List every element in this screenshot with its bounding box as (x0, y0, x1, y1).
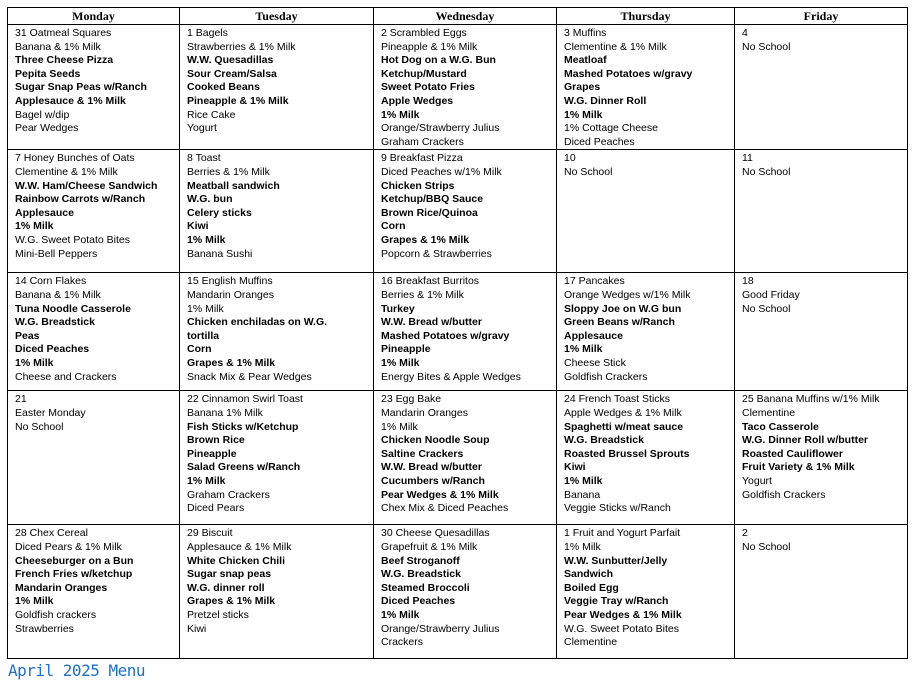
menu-item: Diced Peaches (564, 135, 635, 148)
menu-item: Good Friday (742, 288, 800, 301)
menu-item: Grapes & 1% Milk (187, 356, 276, 369)
menu-item: Mashed Potatoes w/gravy (564, 67, 693, 80)
menu-item: Steamed Broccoli (381, 581, 470, 594)
menu-item: Roasted Brussel Sprouts (564, 447, 690, 460)
menu-item: 25 Banana Muffins w/1% Milk (742, 393, 880, 406)
menu-item: 21 (15, 393, 27, 406)
menu-item: Pear Wedges & 1% Milk (564, 608, 682, 621)
day-cell (8, 273, 180, 391)
menu-item: Mandarin Oranges (187, 288, 274, 301)
menu-item: Mandarin Oranges (15, 581, 108, 594)
menu-item: Ketchup/Mustard (381, 67, 467, 80)
menu-item: W.W. Sunbutter/Jelly (564, 554, 668, 567)
menu-item: Chicken enchiladas on W.G. (187, 316, 328, 329)
menu-item: 1% Cottage Cheese (564, 122, 658, 135)
menu-item: Goldfish Crackers (742, 488, 826, 501)
menu-item: Applesauce (15, 206, 74, 219)
day-cell (180, 25, 374, 150)
menu-item: Banana & 1% Milk (15, 288, 101, 301)
menu-item: 1% Milk (564, 343, 603, 356)
menu-item: Banana 1% Milk (187, 406, 263, 419)
menu-item: 1% Milk (381, 108, 420, 121)
menu-item: Applesauce & 1% Milk (15, 94, 126, 107)
menu-item: Popcorn & Strawberries (381, 247, 492, 260)
menu-item: Orange Wedges w/1% Milk (564, 288, 691, 301)
menu-item: Strawberries (15, 622, 74, 635)
menu-item: 1% Milk (564, 540, 601, 553)
day-cell (8, 525, 180, 659)
menu-item: 18 (742, 275, 754, 288)
menu-item: 23 Egg Bake (381, 393, 442, 406)
day-cell (374, 273, 557, 391)
day-cell (557, 525, 735, 659)
menu-item: Saltine Crackers (381, 447, 464, 460)
menu-item: Green Beans w/Ranch (564, 316, 675, 329)
menu-item: Ketchup/BBQ Sauce (381, 193, 484, 206)
menu-item: Diced Peaches (381, 595, 456, 608)
day-header-monday: Monday (8, 8, 180, 25)
menu-item: W.G. bun (187, 193, 233, 206)
menu-item: Sour Cream/Salsa (187, 67, 277, 80)
day-cell (735, 273, 908, 391)
menu-item: Chicken Strips (381, 179, 455, 192)
day-cell (8, 25, 180, 150)
menu-item: Goldfish Crackers (564, 370, 648, 383)
menu-item: Cooked Beans (187, 81, 260, 94)
menu-item: Sloppy Joe on W.G bun (564, 302, 682, 315)
menu-item: Berries & 1% Milk (381, 288, 464, 301)
day-header-thursday: Thursday (557, 8, 735, 25)
day-cell (735, 391, 908, 525)
menu-item: Yogurt (742, 474, 772, 487)
menu-item: Snack Mix & Pear Wedges (187, 370, 312, 383)
day-cell (374, 391, 557, 525)
menu-item: Boiled Egg (564, 581, 619, 594)
menu-item: Clementine & 1% Milk (564, 40, 667, 53)
day-cell (180, 525, 374, 659)
menu-item: 1% Milk (15, 356, 54, 369)
menu-item: Chex Mix & Diced Peaches (381, 502, 509, 515)
menu-item: Peas (15, 329, 40, 342)
menu-item: Beef Stroganoff (381, 554, 460, 567)
menu-item: W.G. Dinner Roll w/butter (742, 434, 868, 447)
menu-item: Three Cheese Pizza (15, 54, 114, 67)
menu-item: Pineapple & 1% Milk (381, 40, 478, 53)
day-cell (374, 525, 557, 659)
menu-item: 24 French Toast Sticks (564, 393, 671, 406)
menu-item: 15 English Muffins (187, 275, 273, 288)
menu-item: Pepita Seeds (15, 67, 81, 80)
menu-item: 10 (564, 152, 576, 165)
menu-item: Salad Greens w/Ranch (187, 461, 301, 474)
day-cell (557, 150, 735, 273)
menu-item: W.G. Sweet Potato Bites (15, 233, 130, 246)
day-header-wednesday: Wednesday (374, 8, 557, 25)
menu-item: Goldfish crackers (15, 608, 97, 621)
menu-item: Brown Rice/Quinoa (381, 206, 478, 219)
menu-item: W.W. Ham/Cheese Sandwich (15, 179, 158, 192)
menu-item: tortilla (187, 329, 220, 342)
menu-item: Banana & 1% Milk (15, 40, 101, 53)
menu-item: 11 (742, 152, 753, 165)
menu-item: Bagel w/dip (15, 108, 70, 121)
menu-item: Sweet Potato Fries (381, 81, 475, 94)
menu-item: 1% Milk (564, 474, 603, 487)
menu-item: Rainbow Carrots w/Ranch (15, 193, 146, 206)
menu-item: 8 Toast (187, 152, 221, 165)
menu-item: Grapes & 1% Milk (381, 233, 470, 246)
day-cell (8, 150, 180, 273)
menu-item: Sandwich (564, 568, 614, 581)
menu-item: 1% Milk (187, 474, 226, 487)
menu-item: 3 Muffins (564, 27, 607, 39)
menu-item: Cucumbers w/Ranch (381, 474, 485, 487)
menu-item: Banana Sushi (187, 247, 253, 260)
day-cell (180, 273, 374, 391)
menu-item: Turkey (381, 302, 415, 315)
menu-item: W.W. Bread w/butter (381, 461, 482, 474)
menu-item: Crackers (381, 636, 424, 649)
day-cell (180, 391, 374, 525)
menu-item: Cheese Stick (564, 356, 626, 369)
menu-item: W.G. Breadstick (564, 434, 644, 447)
menu-item: Kiwi (187, 622, 207, 635)
menu-item: Diced Peaches (15, 343, 90, 356)
menu-item: Pineapple & 1% Milk (187, 94, 289, 107)
menu-item: French Fries w/ketchup (15, 568, 133, 581)
menu-item: Kiwi (564, 461, 586, 474)
menu-item: 1% Milk (187, 233, 226, 246)
menu-item: Strawberries & 1% Milk (187, 40, 296, 53)
menu-item: No School (742, 540, 791, 553)
menu-item: No School (742, 40, 791, 53)
menu-item: Orange/Strawberry Julius (381, 122, 500, 135)
menu-item: Apple Wedges (381, 94, 454, 107)
menu-item: Diced Pears (187, 502, 245, 515)
menu-item: Applesauce (564, 329, 623, 342)
menu-item: Roasted Cauliflower (742, 447, 843, 460)
menu-item: Sugar snap peas (187, 568, 272, 581)
menu-item: Sugar Snap Peas w/Ranch (15, 81, 147, 94)
calendar-body (8, 25, 908, 659)
menu-item: Mandarin Oranges (381, 406, 468, 419)
day-cell (735, 150, 908, 273)
menu-item: Pear Wedges & 1% Milk (381, 488, 499, 501)
menu-item: No School (742, 165, 791, 178)
menu-item: 1% Milk (381, 420, 418, 433)
menu-item: W.G. Sweet Potato Bites (564, 622, 679, 635)
day-cell (557, 273, 735, 391)
menu-item: 9 Breakfast Pizza (381, 152, 463, 165)
menu-item: Grapes & 1% Milk (187, 595, 276, 608)
calendar-header (8, 8, 908, 25)
menu-item: 1% Milk (15, 595, 54, 608)
menu-item: Kiwi (187, 220, 209, 233)
week-row-3 (8, 273, 908, 391)
menu-item: Graham Crackers (187, 488, 270, 501)
day-cell (557, 25, 735, 150)
day-cell (180, 150, 374, 273)
day-cell (557, 391, 735, 525)
menu-item: Diced Pears & 1% Milk (15, 540, 122, 553)
menu-item: 14 Corn Flakes (15, 275, 87, 288)
week-row-5 (8, 525, 908, 659)
menu-item: Grapefruit & 1% Milk (381, 540, 478, 553)
menu-item: W.G. Breadstick (15, 316, 95, 329)
menu-item: Graham Crackers (381, 135, 464, 148)
menu-item: W.G. Dinner Roll (564, 94, 647, 107)
menu-item: Veggie Sticks w/Ranch (564, 502, 671, 515)
menu-item: Brown Rice (187, 434, 245, 447)
menu-item: Mashed Potatoes w/gravy (381, 329, 510, 342)
menu-item: Celery sticks (187, 206, 252, 219)
menu-item: 17 Pancakes (564, 275, 625, 288)
day-header-row (8, 8, 908, 25)
menu-item: 22 Cinnamon Swirl Toast (187, 393, 303, 406)
menu-item: Banana (564, 488, 601, 501)
menu-item: 31 Oatmeal Squares (15, 27, 112, 39)
day-cell (374, 150, 557, 273)
day-cell (735, 525, 908, 659)
menu-item: W.W. Quesadillas (187, 54, 274, 67)
menu-item: Pineapple (381, 343, 431, 356)
menu-calendar-table (7, 7, 908, 659)
week-row-2 (8, 150, 908, 273)
menu-item: 29 Biscuit (187, 527, 233, 540)
menu-item: 1 Fruit and Yogurt Parfait (564, 527, 681, 540)
menu-item: Pineapple (187, 447, 237, 460)
menu-item: 1% Milk (187, 302, 224, 315)
menu-item: 1% Milk (15, 220, 54, 233)
menu-item: Grapes (564, 81, 601, 94)
menu-item: 1% Milk (564, 108, 603, 121)
menu-item: Meatball sandwich (187, 179, 280, 192)
menu-item: Mini-Bell Peppers (15, 247, 98, 260)
menu-item: 28 Chex Cereal (15, 527, 88, 540)
menu-item: Clementine (742, 406, 796, 419)
menu-item: Tuna Noodle Casserole (15, 302, 131, 315)
menu-item: 2 (742, 527, 748, 540)
menu-item: Clementine & 1% Milk (15, 165, 118, 178)
menu-title: April 2025 Menu (8, 661, 145, 680)
day-header-friday: Friday (735, 8, 908, 25)
menu-item: 1% Milk (381, 608, 420, 621)
menu-item: Yogurt (187, 122, 217, 135)
menu-item: Chicken Noodle Soup (381, 434, 490, 447)
menu-item: 2 Scrambled Eggs (381, 27, 467, 39)
menu-item: Berries & 1% Milk (187, 165, 270, 178)
menu-item: Orange/Strawberry Julius (381, 622, 500, 635)
menu-item: Hot Dog on a W.G. Bun (381, 54, 496, 67)
menu-item: Clementine (564, 636, 618, 649)
menu-item: 1 Bagels (187, 27, 228, 39)
menu-item: Pear Wedges (15, 122, 79, 135)
day-cell (8, 391, 180, 525)
menu-item: Fruit Variety & 1% Milk (742, 461, 855, 474)
menu-item: Apple Wedges & 1% Milk (564, 406, 682, 419)
menu-item: Spaghetti w/meat sauce (564, 420, 684, 433)
menu-item: Corn (381, 220, 406, 233)
day-cell (735, 25, 908, 150)
menu-item: W.W. Bread w/butter (381, 316, 482, 329)
menu-item: 16 Breakfast Burritos (381, 275, 480, 288)
menu-item: Rice Cake (187, 108, 236, 121)
menu-item: Fish Sticks w/Ketchup (187, 420, 299, 433)
menu-item: Taco Casserole (742, 420, 819, 433)
menu-item: Cheese and Crackers (15, 370, 117, 383)
menu-item: Applesauce & 1% Milk (187, 540, 292, 553)
menu-item: 30 Cheese Quesadillas (381, 527, 490, 540)
menu-item: Pretzel sticks (187, 608, 249, 621)
menu-item: W.G. dinner roll (187, 581, 265, 594)
menu-item: Diced Peaches w/1% Milk (381, 165, 502, 178)
menu-item: 4 (742, 27, 748, 39)
menu-item: W.G. Breadstick (381, 568, 461, 581)
menu-item: Corn (187, 343, 212, 356)
menu-item: No School (742, 302, 791, 315)
menu-item: 1% Milk (381, 356, 420, 369)
menu-item: Cheeseburger on a Bun (15, 554, 134, 567)
menu-item: Veggie Tray w/Ranch (564, 595, 669, 608)
menu-item: No School (564, 165, 613, 178)
day-cell (374, 25, 557, 150)
menu-item: Energy Bites & Apple Wedges (381, 370, 521, 383)
menu-item: White Chicken Chili (187, 554, 286, 567)
menu-item: Meatloaf (564, 54, 607, 67)
menu-item: No School (15, 420, 64, 433)
menu-item: Easter Monday (15, 406, 86, 419)
menu-item: 7 Honey Bunches of Oats (15, 152, 135, 165)
week-row-4 (8, 391, 908, 525)
week-row-1 (8, 25, 908, 150)
day-header-tuesday: Tuesday (180, 8, 374, 25)
